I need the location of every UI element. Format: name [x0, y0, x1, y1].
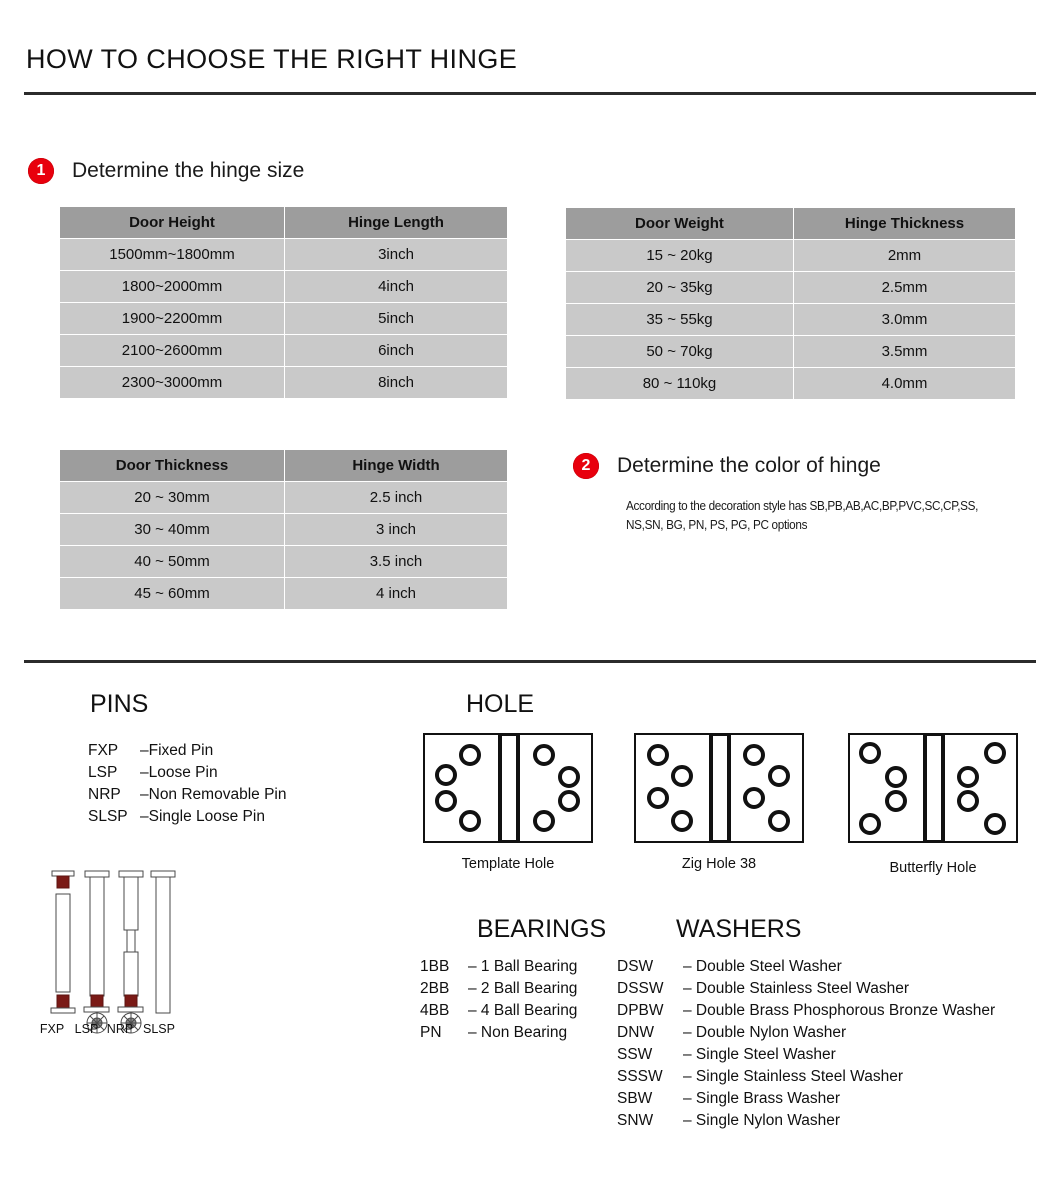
cell-door-weight: 20 ~ 35kg [566, 272, 794, 304]
cell-door-thickness: 20 ~ 30mm [60, 482, 285, 514]
hinge-diagram-zig-hole-38 [634, 733, 804, 843]
table-row [60, 578, 508, 610]
hole-caption-butterfly: Butterfly Hole [889, 860, 977, 876]
washer-desc: – Double Stainless Steel Washer [683, 980, 910, 997]
cell-hinge-width: 3.5 inch [285, 546, 508, 578]
pin-lsp-drawing [84, 871, 109, 1033]
hole-section-title: HOLE [466, 690, 535, 718]
cell-door-thickness: 45 ~ 60mm [60, 578, 285, 610]
column-header-hinge-width: Hinge Width [285, 450, 508, 482]
list-item [88, 762, 286, 784]
cell-hinge-width: 3 inch [285, 514, 508, 546]
cell-hinge-thickness: 3.5mm [794, 336, 1016, 368]
pin-illustrations [34, 862, 184, 1047]
washer-desc: – Single Stainless Steel Washer [683, 1068, 903, 1085]
washer-code: SSW [617, 1046, 653, 1063]
cell-door-thickness: 30 ~ 40mm [60, 514, 285, 546]
table-row [60, 367, 508, 399]
list-item [617, 978, 995, 1000]
cell-hinge-length: 5inch [285, 303, 508, 335]
column-header-door-weight: Door Weight [566, 208, 794, 240]
washer-desc: – Single Brass Washer [683, 1090, 841, 1107]
washer-code: SNW [617, 1112, 654, 1129]
pins-section-title: PINS [90, 690, 149, 718]
bearing-desc: – 2 Ball Bearing [468, 980, 578, 997]
cell-hinge-length: 8inch [285, 367, 508, 399]
cell-hinge-thickness: 4.0mm [794, 368, 1016, 400]
color-options-note: According to the decoration style has SB,PB,AB,AC,BP,PVC,SC,CP,SS, NS,SN, BG, PN, PS, PG, PC options [626, 499, 979, 533]
list-item [617, 956, 995, 978]
list-item [88, 740, 286, 762]
cell-hinge-length: 6inch [285, 335, 508, 367]
step-2-label: Determine the color of hinge [617, 454, 881, 477]
pin-code: SLSP [88, 808, 128, 825]
washer-desc: – Double Steel Washer [683, 958, 842, 975]
bearing-desc: – 4 Ball Bearing [468, 1002, 578, 1019]
pin-code: NRP [88, 786, 121, 803]
cell-door-weight: 80 ~ 110kg [566, 368, 794, 400]
list-item [420, 978, 577, 1000]
bearing-code: PN [420, 1024, 442, 1041]
list-item [88, 784, 286, 806]
table-row [566, 368, 1016, 400]
table-row [60, 546, 508, 578]
washer-desc: – Double Nylon Washer [683, 1024, 847, 1041]
cell-hinge-thickness: 2.5mm [794, 272, 1016, 304]
column-header-hinge-length: Hinge Length [285, 207, 508, 239]
list-item [88, 806, 286, 828]
washer-code: DSW [617, 958, 654, 975]
cell-hinge-thickness: 2mm [794, 240, 1016, 272]
washer-code: DNW [617, 1024, 655, 1041]
table-header-row [566, 208, 1016, 240]
pins-definition-list [88, 740, 286, 828]
pin-desc: –Loose Pin [140, 764, 218, 781]
washer-desc: – Double Brass Phosphorous Bronze Washer [683, 1002, 996, 1019]
cell-door-height: 1800~2000mm [60, 271, 285, 303]
list-item [420, 1022, 577, 1044]
cell-hinge-length: 3inch [285, 239, 508, 271]
list-item [617, 1066, 995, 1088]
table-door-weight [565, 207, 1016, 400]
bearing-code: 2BB [420, 980, 450, 997]
step-2-badge: 2 [573, 453, 599, 479]
section-divider [24, 660, 1036, 663]
washer-code: SBW [617, 1090, 653, 1107]
cell-hinge-width: 2.5 inch [285, 482, 508, 514]
pin-code: FXP [88, 742, 119, 759]
bearing-desc: – Non Bearing [468, 1024, 568, 1041]
washers-definition-list [617, 956, 995, 1132]
column-header-door-thickness: Door Thickness [60, 450, 285, 482]
bearings-section-title: BEARINGS [477, 915, 607, 943]
table-row [60, 482, 508, 514]
hole-caption-template: Template Hole [461, 856, 555, 872]
hinge-diagram-template-hole [423, 733, 593, 843]
pin-label-lsp: LSP [74, 1022, 99, 1036]
cell-door-height: 1500mm~1800mm [60, 239, 285, 271]
cell-door-height: 2300~3000mm [60, 367, 285, 399]
pin-desc: –Fixed Pin [140, 742, 214, 759]
washer-code: DPBW [617, 1002, 664, 1019]
cell-door-thickness: 40 ~ 50mm [60, 546, 285, 578]
bearings-definition-list [420, 956, 577, 1044]
table-row [566, 240, 1016, 272]
table-row [60, 514, 508, 546]
pin-label-fxp: FXP [39, 1022, 65, 1036]
table-door-thickness [59, 449, 508, 610]
cell-door-height: 2100~2600mm [60, 335, 285, 367]
washer-desc: – Single Steel Washer [683, 1046, 836, 1063]
cell-hinge-thickness: 3.0mm [794, 304, 1016, 336]
list-item [617, 1000, 995, 1022]
title-divider [24, 92, 1036, 95]
pin-label-slsp: SLSP [143, 1022, 175, 1036]
list-item [617, 1110, 995, 1132]
washer-desc: – Single Nylon Washer [683, 1112, 841, 1129]
bearing-code: 4BB [420, 1002, 450, 1019]
table-door-height [59, 206, 508, 399]
column-header-hinge-thickness: Hinge Thickness [794, 208, 1016, 240]
pin-label-nrp: NRP [106, 1022, 134, 1036]
washers-section-title: WASHERS [676, 915, 802, 943]
cell-door-weight: 50 ~ 70kg [566, 336, 794, 368]
cell-door-height: 1900~2200mm [60, 303, 285, 335]
cell-hinge-width: 4 inch [285, 578, 508, 610]
page-title: HOW TO CHOOSE THE RIGHT HINGE [26, 44, 518, 74]
table-row [60, 271, 508, 303]
step-1-label: Determine the hinge size [72, 159, 305, 182]
hinge-diagram-butterfly-hole [848, 733, 1018, 843]
pin-code: LSP [88, 764, 118, 781]
step-2-heading [573, 453, 881, 479]
bearing-code: 1BB [420, 958, 450, 975]
washer-code: DSSW [617, 980, 664, 997]
cell-door-weight: 35 ~ 55kg [566, 304, 794, 336]
step-1-badge: 1 [28, 158, 54, 184]
table-row [566, 336, 1016, 368]
table-row [60, 335, 508, 367]
pin-slsp-drawing [151, 871, 175, 1013]
table-row [60, 239, 508, 271]
pin-nrp-drawing [118, 871, 143, 1033]
column-header-door-height: Door Height [60, 207, 285, 239]
list-item [617, 1088, 995, 1110]
list-item [617, 1022, 995, 1044]
table-header-row [60, 207, 508, 239]
table-row [60, 303, 508, 335]
step-1-heading [28, 158, 304, 184]
cell-hinge-length: 4inch [285, 271, 508, 303]
pin-desc: –Single Loose Pin [140, 808, 265, 825]
list-item [420, 956, 577, 978]
pin-desc: –Non Removable Pin [140, 786, 287, 803]
pin-fxp-drawing [51, 871, 75, 1013]
hole-caption-zig: Zig Hole 38 [681, 856, 757, 872]
table-row [566, 304, 1016, 336]
washer-code: SSSW [617, 1068, 663, 1085]
list-item [617, 1044, 995, 1066]
list-item [420, 1000, 577, 1022]
table-row [566, 272, 1016, 304]
table-header-row [60, 450, 508, 482]
cell-door-weight: 15 ~ 20kg [566, 240, 794, 272]
pin-diagram-labels [34, 1022, 184, 1036]
bearing-desc: – 1 Ball Bearing [468, 958, 578, 975]
